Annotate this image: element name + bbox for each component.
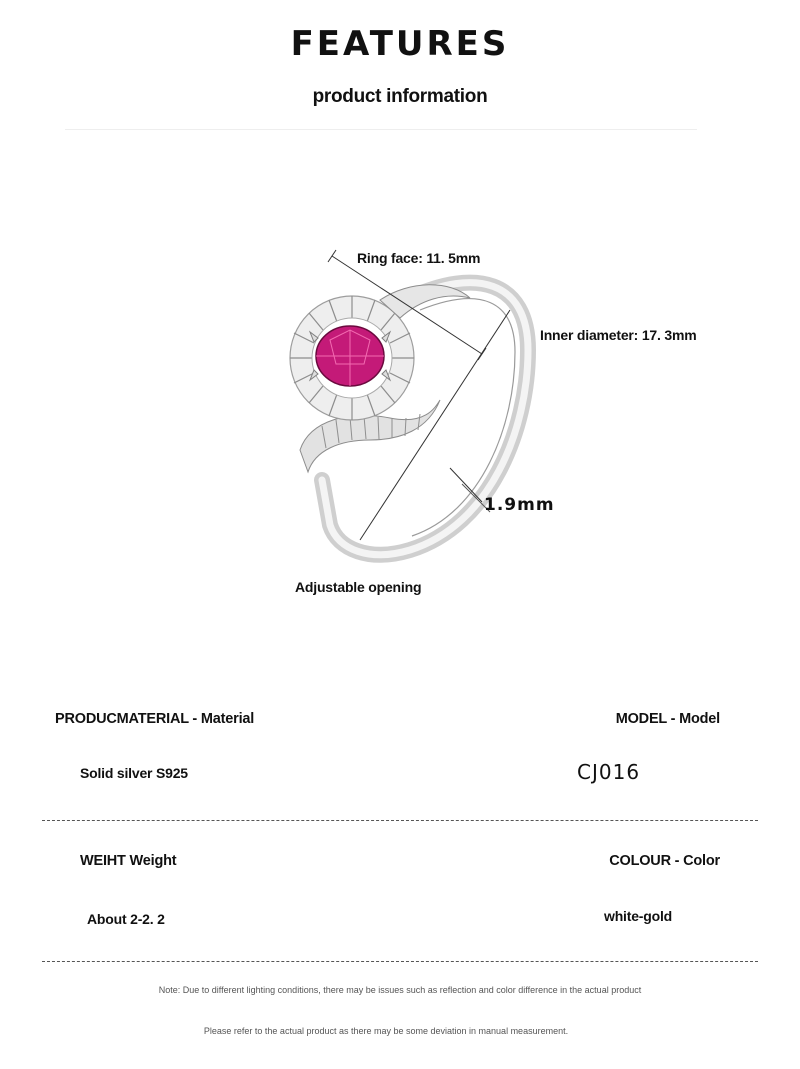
weight-value: About 2-2. 2 <box>87 911 165 927</box>
colour-value: white-gold <box>604 908 672 924</box>
model-value: CJ016 <box>577 760 641 784</box>
ring-face-label: Ring face: 11. 5mm <box>357 250 481 266</box>
lighting-note: Note: Due to different lighting conditions, there may be issues such as reflection and color difference in the actual product <box>158 985 642 995</box>
colour-label: COLOUR - Color <box>609 853 720 869</box>
header-divider <box>65 129 697 130</box>
material-label: PRODUCMATERIAL - Material <box>55 711 255 727</box>
ring-illustration <box>260 240 580 570</box>
ring-face-measure-tick-b <box>478 348 486 360</box>
weight-label: WEIHT Weight <box>80 853 177 869</box>
material-value: Solid silver S925 <box>80 765 188 781</box>
model-label: MODEL - Model <box>615 711 720 727</box>
page-subtitle: product information <box>312 86 488 107</box>
spec-divider-1 <box>42 820 758 821</box>
inner-diameter-label: Inner diameter: 17. 3mm <box>540 327 697 343</box>
spec-divider-2 <box>42 961 758 962</box>
ring-face-measure-tick-a <box>328 250 336 262</box>
measurement-note: Please refer to the actual product as there may be some deviation in manual measurement. <box>203 1026 569 1036</box>
band-width-label: 1.9mm <box>484 495 555 515</box>
page-title: FEATURES <box>290 24 510 64</box>
adjustable-opening-label: Adjustable opening <box>295 579 422 595</box>
